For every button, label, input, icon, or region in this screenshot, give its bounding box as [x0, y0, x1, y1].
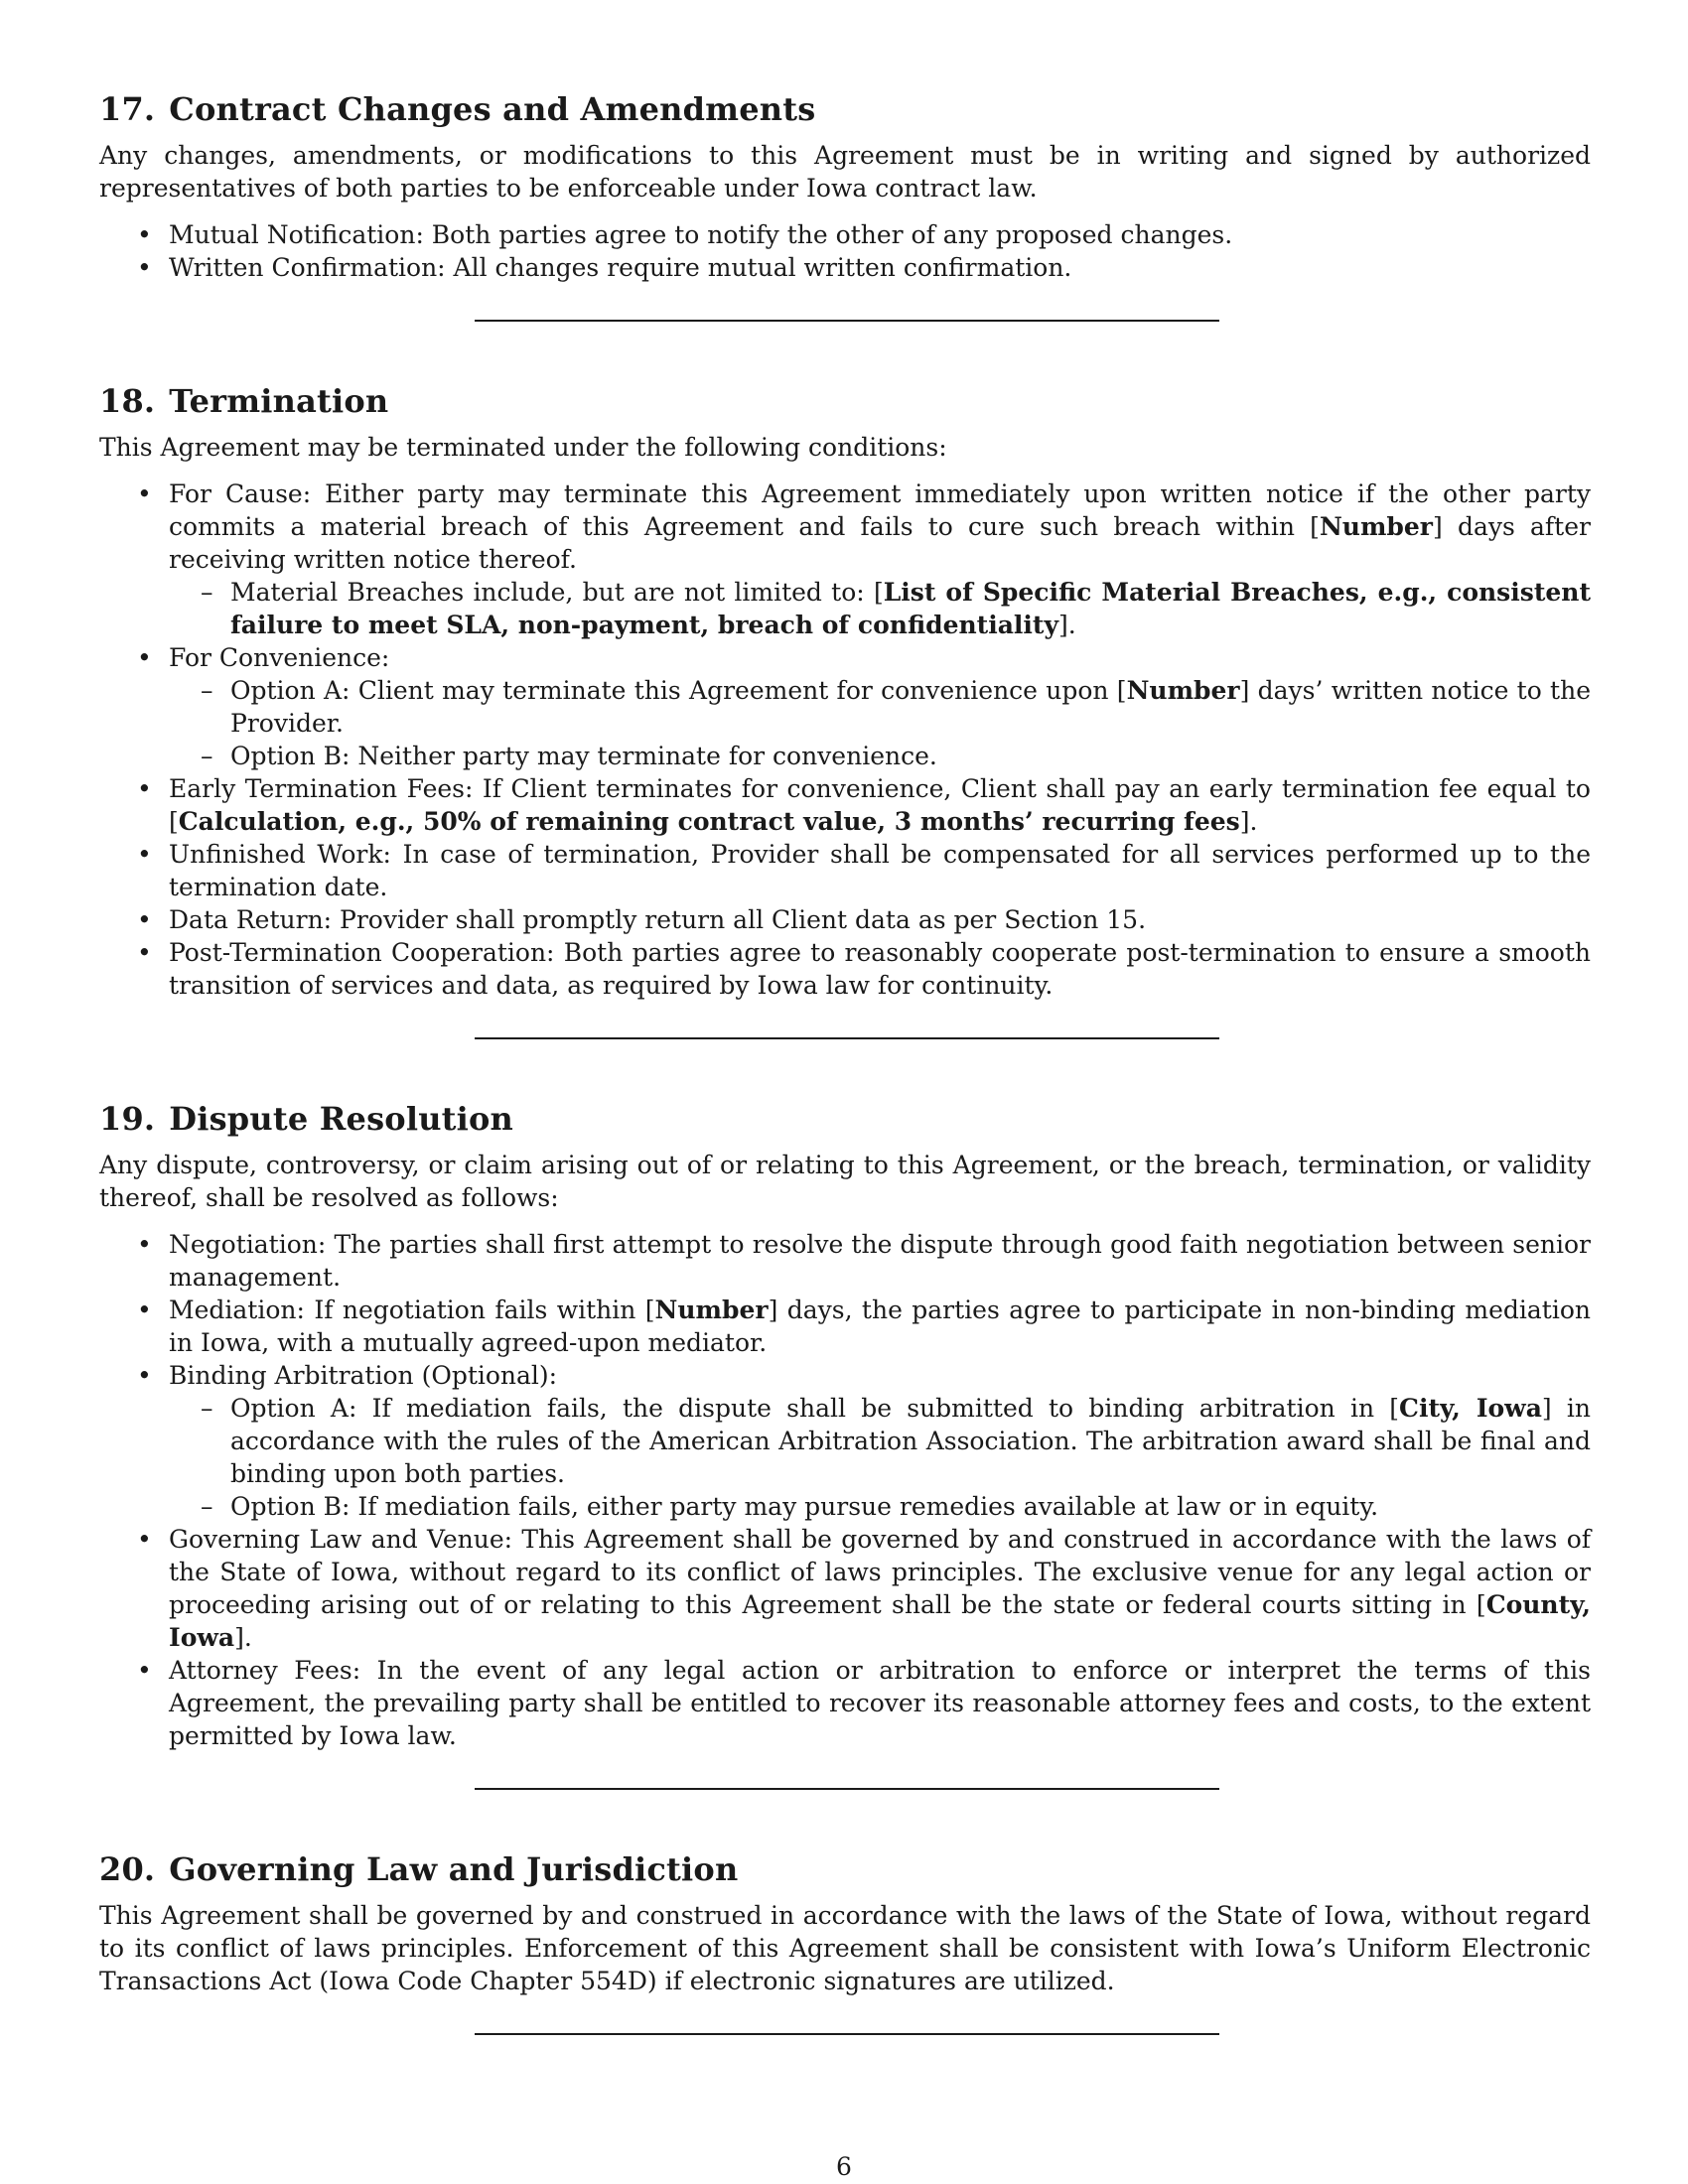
text-run: ] days after receiving written notice thereof. — [169, 512, 1591, 574]
section-title: Governing Law and Jurisdiction — [169, 1850, 739, 1888]
placeholder-text: Number — [1126, 676, 1240, 705]
text-run: Early Termination Fees: If Client terminates for convenience, Client shall pay an early termination fee equal to [ — [169, 774, 1591, 836]
placeholder-text: Number — [1319, 512, 1433, 541]
sub-list-item — [169, 674, 1591, 740]
section-18 — [99, 379, 1591, 1002]
placeholder-text: Number — [654, 1296, 769, 1324]
section-20 — [99, 1847, 1591, 1997]
sub-list — [169, 1392, 1591, 1523]
sub-list-item — [169, 1392, 1591, 1490]
placeholder-text: City, Iowa — [1399, 1394, 1542, 1423]
list-item: • Negotiation: The parties shall first attempt to resolve the dispute through good faith negotiation between senior management. — [99, 1228, 1591, 1294]
bullet-list — [99, 478, 1591, 1002]
list-item — [99, 772, 1591, 838]
page-number: 6 — [836, 2152, 852, 2181]
text-run: For Cause: Either party may terminate this Agreement immediately upon written notice if the other party commits a material breach of this Agreement and fails to cure such breach within [ — [169, 479, 1591, 541]
section-divider — [475, 2033, 1219, 2035]
sub-list-item: – Option B: If mediation fails, either party may pursue remedies available at law or in equity. — [169, 1490, 1591, 1523]
text-run: For Convenience: — [169, 643, 390, 672]
text-run: ]. — [1058, 611, 1076, 639]
sub-list-item: – Option B: Neither party may terminate for convenience. — [169, 740, 1591, 772]
text-run: Option A: Client may terminate this Agreement for convenience upon [ — [230, 676, 1127, 705]
section-intro: This Agreement may be terminated under the following conditions: — [99, 433, 947, 462]
list-item: • Post-Termination Cooperation: Both parties agree to reasonably cooperate post-termination to ensure a smooth transition of services and data, as required by Iowa law for continuity. — [99, 936, 1591, 1002]
section-title: Dispute Resolution — [169, 1100, 514, 1138]
text-run: Binding Arbitration (Optional): — [169, 1361, 558, 1390]
list-item — [99, 641, 1591, 772]
section-heading — [99, 1847, 1591, 1891]
section-intro: Any changes, amendments, or modifications to this Agreement must be in writing and signed by authorized representatives of both parties to be enforceable under Iowa contract law. — [99, 141, 1591, 203]
section-intro: Any dispute, controversy, or claim arising out of or relating to this Agreement, or the breach, termination, or validity thereof, shall be resolved as follows: — [99, 1151, 1591, 1212]
list-item — [99, 1523, 1591, 1654]
section-number: 20. — [99, 1850, 156, 1888]
sub-list — [169, 576, 1591, 641]
list-item: • Data Return: Provider shall promptly return all Client data as per Section 15. — [99, 903, 1591, 936]
section-divider — [475, 1788, 1219, 1790]
text-run: ]. — [1239, 807, 1258, 836]
section-heading — [99, 379, 1591, 423]
bullet-list — [99, 218, 1591, 284]
section-heading — [99, 87, 1591, 131]
section-number: 18. — [99, 382, 156, 420]
section-number: 17. — [99, 90, 156, 128]
section-divider — [475, 320, 1219, 322]
placeholder-text: List of Specific Material Breaches, e.g., consistent failure to meet SLA, non-payment, breach of confidentiality — [230, 578, 1592, 639]
list-item: • Mutual Notification: Both parties agree to notify the other of any proposed changes. — [99, 218, 1591, 251]
bullet-list — [99, 1228, 1591, 1752]
document-page — [99, 87, 1591, 2093]
list-item: • Written Confirmation: All changes require mutual written confirmation. — [99, 251, 1591, 284]
text-run: ] days, the parties agree to participate in non-binding mediation in Iowa, with a mutually agreed-upon mediator. — [169, 1296, 1591, 1357]
list-item: • Unfinished Work: In case of termination, Provider shall be compensated for all services performed up to the termination date. — [99, 838, 1591, 903]
sub-list-item — [169, 576, 1591, 641]
section-heading — [99, 1097, 1591, 1141]
section-number: 19. — [99, 1100, 156, 1138]
text-run: Option A: If mediation fails, the dispute shall be submitted to binding arbitration in [ — [230, 1394, 1400, 1423]
text-run: ] in accordance with the rules of the American Arbitration Association. The arbitration award shall be final and binding upon both parties. — [230, 1394, 1591, 1488]
text-run: Governing Law and Venue: This Agreement shall be governed by and construed in accordance with the laws of the State of Iowa, without regard to its conflict of laws principles. The exclusive venue for any legal action or proceeding arising out of or relating to this Agreement shall be the state or federal courts sitting in [ — [169, 1525, 1591, 1619]
list-item — [99, 478, 1591, 641]
list-item — [99, 1294, 1591, 1359]
text-run: ]. — [234, 1623, 252, 1652]
section-19 — [99, 1097, 1591, 1752]
placeholder-text: Calculation, e.g., 50% of remaining contract value, 3 months’ recurring fees — [178, 807, 1240, 836]
text-run: Material Breaches include, but are not limited to: [ — [230, 578, 884, 607]
section-17 — [99, 87, 1591, 284]
section-intro: This Agreement shall be governed by and construed in accordance with the laws of the State of Iowa, without regard to its conflict of laws principles. Enforcement of this Agreement shall be consistent with Iowa’s Uniform Electronic Transactions Act (Iowa Code Chapter 554D) if electronic signatures are utilized. — [99, 1901, 1591, 1995]
placeholder-text: County, Iowa — [169, 1590, 1591, 1652]
list-item — [99, 1359, 1591, 1523]
text-run: ] days’ written notice to the Provider. — [230, 676, 1591, 738]
list-item: • Attorney Fees: In the event of any legal action or arbitration to enforce or interpret the terms of this Agreement, the prevailing party shall be entitled to recover its reasonable attorney fees and costs, to the extent permitted by Iowa law. — [99, 1654, 1591, 1752]
section-title: Termination — [169, 382, 389, 420]
section-divider — [475, 1037, 1219, 1039]
text-run: Mediation: If negotiation fails within [ — [169, 1296, 655, 1324]
section-title: Contract Changes and Amendments — [169, 90, 816, 128]
sub-list — [169, 674, 1591, 772]
